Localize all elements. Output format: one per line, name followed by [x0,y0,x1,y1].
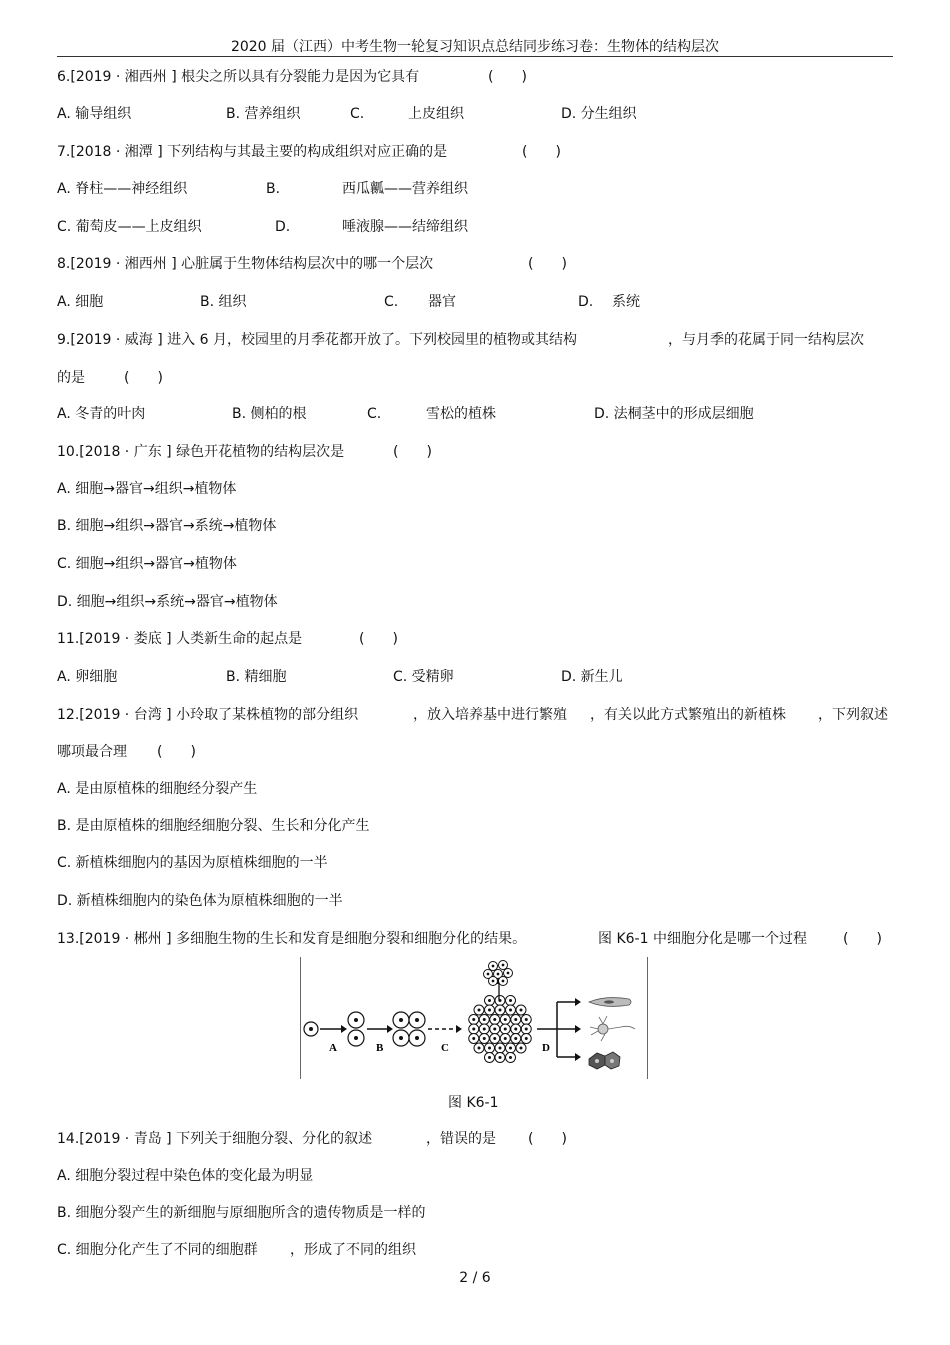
text-line-segment: C. 新植株细胞内的基因为原植株细胞的一半 [57,855,328,871]
text-line-segment: D. 新植株细胞内的染色体为原植株细胞的一半 [57,893,343,909]
text-line-segment: ( ) [528,1131,567,1147]
text-line-segment: ( ) [528,256,567,272]
text-line-segment: ，与月季的花属于同一结构层次 [668,332,864,348]
text-line-segment: A. 细胞 [57,294,104,310]
cell-nucleus [499,1009,502,1012]
text-line-segment: B. [266,181,281,197]
cell-nucleus [509,1047,512,1050]
text-line-segment: 图 K6-1 中细胞分化是哪一个过程 [598,931,807,947]
cell-nucleus [478,1009,481,1012]
muscle-cell [589,998,631,1007]
text-line-segment: A. 输导组织 [57,106,132,122]
cell-nucleus [502,980,505,983]
text-line-segment: ( ) [522,144,561,160]
text-line-segment: 11.[2019 · 娄底 ] 人类新生命的起点是 [57,631,303,647]
figure-caption: 图 K6-1 [448,1095,499,1111]
cell-nucleus [492,980,495,983]
text-line-segment: D. [275,219,291,235]
text-line-segment: 13.[2019 · 郴州 ] 多细胞生物的生长和发育是细胞分裂和细胞分化的结果。 [57,931,527,947]
text-line-segment: A. 脊柱——神经组织 [57,181,188,197]
cell-nucleus [504,1037,507,1040]
cell-nucleus [472,1018,475,1021]
cell-nucleus [478,1047,481,1050]
cell-nucleus [493,1018,496,1021]
text-line-segment: 14.[2019 · 青岛 ] 下列关于细胞分裂、分化的叙述 [57,1131,373,1147]
cell-nucleus [514,1037,517,1040]
cell-nucleus [509,1056,512,1059]
text-line-segment: 10.[2018 · 广东 ] 绿色开花植物的结构层次是 [57,444,345,460]
cell-nucleus [472,1028,475,1031]
text-line-segment: C. [350,106,365,122]
cell-nucleus [497,973,500,976]
cell-nucleus [502,964,505,967]
text-line-segment: 6.[2019 · 湘西州 ] 根尖之所以具有分裂能力是因为它具有 [57,69,420,85]
text-line-segment: A. 是由原植株的细胞经分裂产生 [57,781,258,797]
text-line-segment: C. 细胞分化产生了不同的细胞群 [57,1242,258,1258]
cell-nucleus [493,1037,496,1040]
text-line-segment: ，有关以此方式繁殖出的新植株 [590,707,786,723]
text-line-segment: 系统 [612,294,640,310]
cell-nucleus [499,1047,502,1050]
page-number: 2 / 6 [459,1270,491,1286]
text-line-segment: C. 细胞→组织→器官→植物体 [57,556,237,572]
cell-nucleus [493,1028,496,1031]
cell-nucleus [499,1056,502,1059]
text-line-segment: D. [578,294,594,310]
cell-nucleus [472,1037,475,1040]
text-line-segment: ( ) [157,744,196,760]
arrow-d [537,998,581,1061]
figure-k6-1 [300,957,648,1079]
text-line-segment: D. 分生组织 [561,106,637,122]
text-line-segment: ，形成了不同的组织 [290,1242,416,1258]
text-line-segment: B. 细胞→组织→器官→系统→植物体 [57,518,277,534]
cell-nucleus [514,1028,517,1031]
cell-nucleus [488,1009,491,1012]
cell-nucleus [483,1028,486,1031]
cell-mass [469,996,532,1063]
cell-nucleus [483,1018,486,1021]
header-rule [57,56,893,57]
arrow-c [428,1025,462,1054]
label-d: D [542,1042,550,1054]
text-line-segment: B. 组织 [200,294,247,310]
arrow-b [367,1025,393,1054]
cell-nucleus [488,1047,491,1050]
text-line-segment: 9.[2019 · 威海 ] 进入 6 月，校园里的月季花都开放了。下列校园里的植物或其结构 [57,332,577,348]
text-line-segment: D. 细胞→组织→系统→器官→植物体 [57,594,278,610]
text-line-segment: B. 细胞分裂产生的新细胞与原细胞所含的遗传物质是一样的 [57,1205,426,1221]
label-b: B [376,1042,384,1054]
text-line-segment: C. 葡萄皮——上皮组织 [57,219,202,235]
text-line-segment: 唾液腺——结缔组织 [342,219,468,235]
cell-division-diagram [301,957,647,1079]
text-line-segment: C. [367,406,382,422]
cell-nucleus [525,1037,528,1040]
label-a: A [329,1042,337,1054]
text-line-segment: ，下列叙述 [818,707,888,723]
text-line-segment: ( ) [359,631,398,647]
text-line-segment: A. 卵细胞 [57,669,118,685]
text-line-segment: ( ) [124,370,163,386]
text-line-segment: 哪项最合理 [57,744,127,760]
text-line-segment: 西瓜瓤——营养组织 [342,181,468,197]
cell-nucleus [520,1009,523,1012]
text-line-segment: ( ) [488,69,527,85]
cell-nucleus [504,1018,507,1021]
cell-nucleus [520,1047,523,1050]
four-cells [393,1012,425,1046]
cell-nucleus [488,999,491,1002]
text-line-segment: 12.[2019 · 台湾 ] 小玲取了某株植物的部分组织 [57,707,359,723]
text-line-segment: 器官 [428,294,456,310]
text-line-segment: D. 法桐茎中的形成层细胞 [594,406,754,422]
cell-nucleus [509,1009,512,1012]
label-c: C [441,1042,449,1054]
cell-nucleus [487,973,490,976]
text-line-segment: A. 细胞分裂过程中染色体的变化最为明显 [57,1168,314,1184]
text-line-segment: C. 受精卵 [393,669,454,685]
text-line-segment: ( ) [393,444,432,460]
text-line-segment: ( ) [843,931,882,947]
epithelial-cells [589,1052,620,1069]
cell-nucleus [483,1037,486,1040]
text-line-segment: B. 是由原植株的细胞经细胞分裂、生长和分化产生 [57,818,370,834]
document-header: 2020 届（江西）中考生物一轮复习知识点总结同步练习卷：生物体的结构层次 [230,39,720,55]
cell-nucleus [525,1028,528,1031]
text-line-segment: C. [384,294,399,310]
text-line-segment: B. 营养组织 [226,106,301,122]
text-line-segment: B. 精细胞 [226,669,287,685]
cell-nucleus [509,999,512,1002]
text-line-segment: 雪松的植株 [426,406,496,422]
single-cell [304,1022,318,1036]
text-line-segment: A. 细胞→器官→组织→植物体 [57,481,237,497]
cell-nucleus [488,1056,491,1059]
text-line-segment: 7.[2018 · 湘潭 ] 下列结构与其最主要的构成组织对应正确的是 [57,144,448,160]
cell-nucleus [492,965,495,968]
text-line-segment: 8.[2019 · 湘西州 ] 心脏属于生物体结构层次中的哪一个层次 [57,256,434,272]
cell-nucleus [507,972,510,975]
cell-nucleus [514,1018,517,1021]
cell-nucleus [525,1018,528,1021]
text-line-segment: A. 冬青的叶肉 [57,406,146,422]
text-line-segment: ，错误的是 [426,1131,496,1147]
arrow-a [320,1025,347,1054]
two-cells [348,1012,364,1046]
nerve-cell [590,1016,635,1041]
text-line-segment: 的是 [57,370,85,386]
text-line-segment: 上皮组织 [408,106,464,122]
text-line-segment: ，放入培养基中进行繁殖 [413,707,567,723]
text-line-segment: D. 新生儿 [561,669,623,685]
cell-nucleus [504,1028,507,1031]
text-line-segment: B. 侧柏的根 [232,406,307,422]
